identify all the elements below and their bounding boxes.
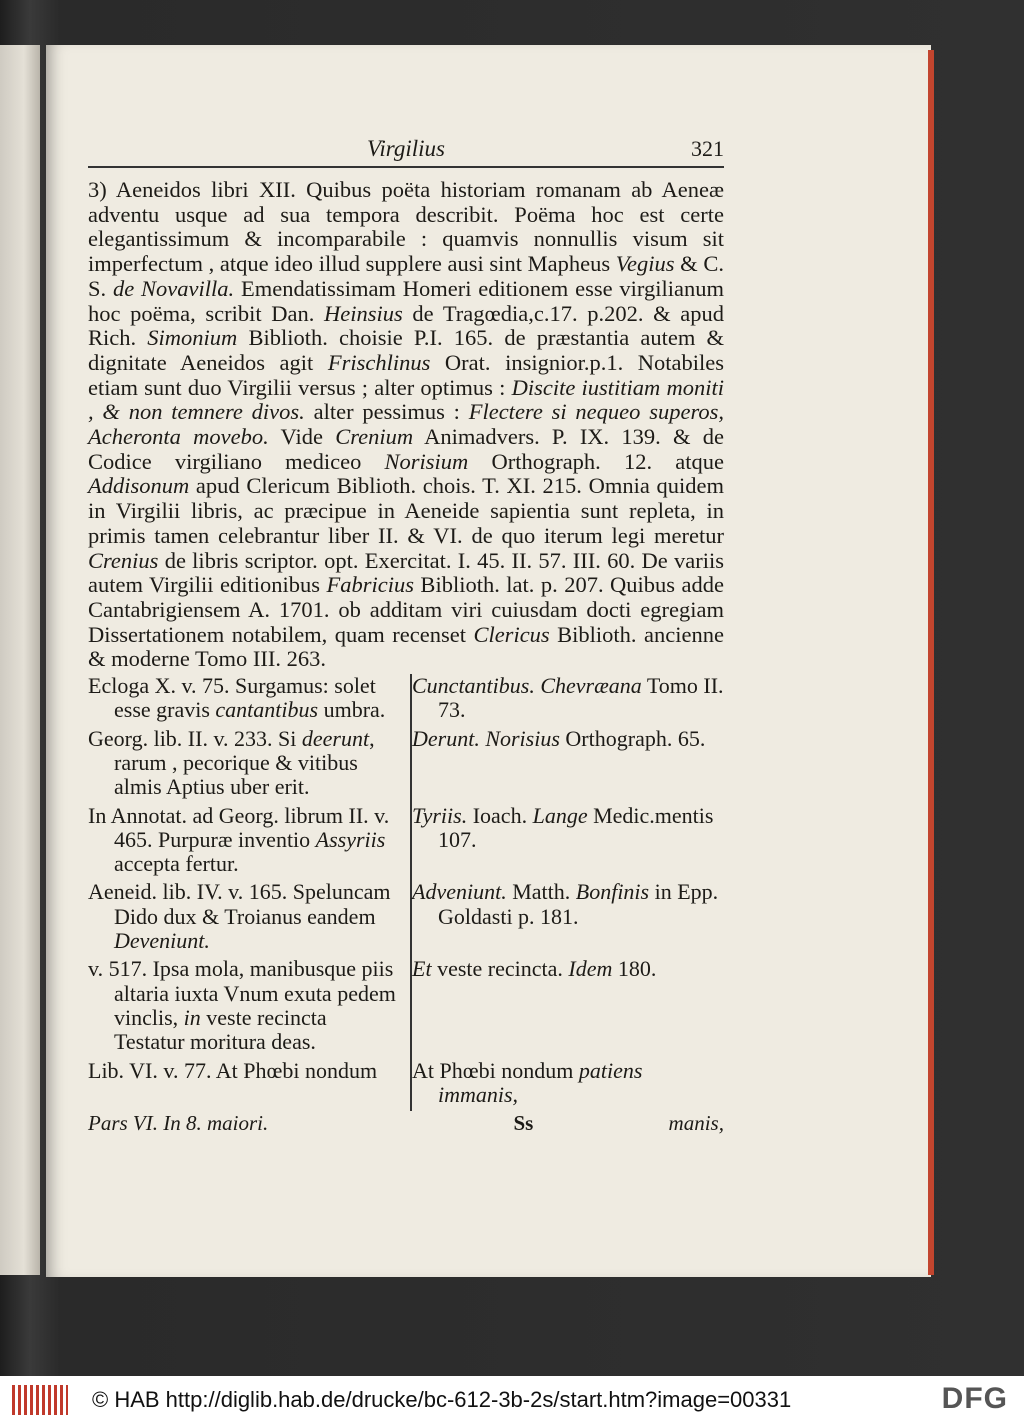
errata-correction: Et veste recincta. Idem 180. — [410, 957, 724, 1058]
page-red-edge — [928, 50, 934, 1275]
viewer-footer-bar — [0, 1376, 1024, 1424]
errata-original: Aeneid. lib. IV. v. 165. Speluncam Dido dux & Troianus eandem Deveniunt. — [88, 879, 391, 954]
running-title: Virgilius — [367, 136, 445, 161]
page-content — [88, 130, 724, 1136]
errata-original: In Annotat. ad Georg. librum II. v. 465. Purpuræ inventio Assyriis accepta fertur. — [88, 802, 390, 877]
hab-barcode-icon — [12, 1385, 68, 1415]
copyright-link[interactable]: © HAB http://diglib.hab.de/drucke/bc-612-3b-2s/start.htm?image=00331 — [92, 1387, 792, 1412]
page-footer — [88, 1111, 724, 1136]
dfg-logo: DFG — [941, 1382, 1008, 1415]
errata-correction: Derunt. Norisius Orthograph. 65. — [410, 727, 724, 804]
errata-correction: At Phœbi nondum patiens immanis, — [410, 1059, 724, 1112]
errata-table — [88, 674, 724, 1111]
page-number: 321 — [691, 136, 724, 161]
signature-mark: Ss — [513, 1111, 534, 1136]
main-paragraph: 3) Aeneidos libri XII. Quibus poëta historiam romanam ab Aeneæ adventu usque ad sua tempora describit. Poëma hoc est certe elegantissimum & incomparabile : quamvis nonnullis visum sit imperfectum , atque ideo illud supplere ausi sint Mapheus Vegius & C. S. de Novavilla. Emendatissimam Homeri editionem esse virgilianum hoc poëma, scribit Dan. Heinsius de Tragœdia,c.17. p.202. & apud Rich. Simonium Biblioth. choisie P.I. 165. de præstantia autem & dignitate Aeneidos agit Frischlinus Orat. insignior.p.1. Notabiles etiam sunt duo Virgilii versus ; alter optimus : Discite iustitiam moniti , & non temnere divos. alter pessimus : Flectere si nequeo superos, Acheronta movebo. Vide Crenium Animadvers. P. IX. 139. & de Codice virgiliano mediceo Norisium Orthograph. 12. atque Addisonum apud Clericum Biblioth. chois. T. XI. 215. Omnia quidem in Virgilii libris, ac præcipue in Aeneide sapientia sunt repleta, in primis tamen celebrantur liber II. & VI. de quo iterum legi meretur Crenius de libris scriptor. opt. Exercitat. I. 45. II. 57. III. 60. De variis autem Virgilii editionibus Fabricius Biblioth. lat. p. 207. Quibus adde Cantabrigiensem A. 1701. ob additam viri cuiusdam docti egregiam Dissertationem notabilem, quam recenset Clericus Biblioth. ancienne & moderne Tomo III. 263. — [88, 177, 725, 672]
errata-original: v. 517. Ipsa mola, manibusque piis altaria iuxta Vnum exuta pedem vinclis, in veste recincta Testatur moritura deas. — [88, 956, 396, 1055]
previous-page-edge — [0, 45, 40, 1275]
errata-correction: Cunctantibus. Chevræana Tomo II. 73. — [410, 674, 724, 727]
errata-correction: Tyriis. Ioach. Lange Medic.mentis 107. — [410, 804, 724, 881]
catchword: manis, — [668, 1111, 724, 1136]
errata-correction: Adveniunt. Matth. Bonfinis in Epp. Goldasti p. 181. — [410, 880, 724, 957]
footer-imprint: Pars VI. In 8. maiori. — [88, 1111, 269, 1136]
running-head — [88, 130, 724, 168]
errata-original: Lib. VI. v. 77. At Phœbi nondum — [88, 1057, 378, 1083]
errata-original: Ecloga X. v. 75. Surgamus: solet esse gravis cantantibus umbra. — [88, 673, 386, 723]
errata-original: Georg. lib. II. v. 233. Si deerunt, rarum , pecorique & vitibus almis Aptius uber erit. — [88, 725, 375, 800]
